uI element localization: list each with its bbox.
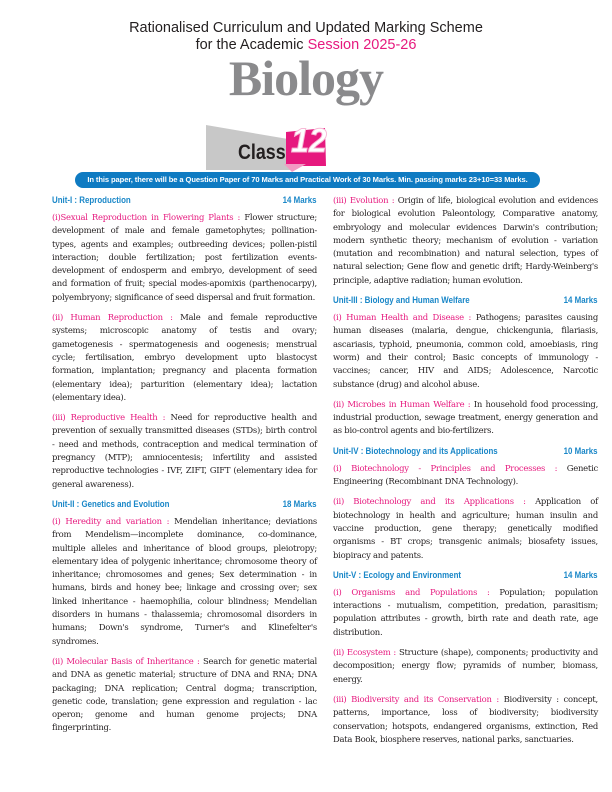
topic-body: Population; population interactions - mutualism, competition, predation, parasitism; population attributes - growth, birth rate and death rate, age distribution. <box>333 586 598 637</box>
topic-title: (i) Heredity and variation : <box>52 515 175 526</box>
topic-paragraph <box>52 411 317 491</box>
topic-title: (i) Human Health and Disease : <box>333 312 476 323</box>
unit-marks: 14 Marks <box>283 195 317 205</box>
session-prefix: for the Academic <box>195 37 308 53</box>
left-column <box>52 194 317 742</box>
topic-title: (i) Organisms and Populations : <box>333 586 500 597</box>
topic-title: (ii) Biotechnology and its Applications : <box>333 496 536 507</box>
class-label: Class <box>238 141 286 164</box>
unit-heading <box>333 445 598 458</box>
topic-title: (ii) Molecular Basis of Inheritance : <box>52 655 203 666</box>
unit-marks: 14 Marks <box>564 295 598 306</box>
unit-name: Unit-I : Reproduction <box>52 195 131 205</box>
topic-body: Male and female reproductive systems; microscopic anatomy of testis and ovary; gametogenesis - spermatogenesis and oogenesis; menstrual cycle; fertilisation, embryo development upto blastocyst formation, implantation; pregnancy and placenta formation (elementary idea); parturition (elementary idea); lactation (elementary idea). <box>52 312 317 402</box>
unit-heading <box>333 569 598 582</box>
topic-title: (iii) Biodiversity and its Conservation : <box>333 693 504 704</box>
topic-body: Search for genetic material and DNA as genetic material; structure of DNA and RNA; DNA packaging; DNA replication; Central dogma; transcription, genetic code, translation; gene expression and regulation - lac operon; genome and human genome projects; DNA fingerprinting. <box>52 655 317 733</box>
topic-body: Pathogens; parasites causing human diseases (malaria, dengue, chickengunia, filariasis, ascariasis, typhoid, pneumonia, common cold, amoebiasis, ring worm) and their control; Basic concepts of immunology - vaccines; cancer, HIV and AIDS; Adolescence, Narcotic substance (drug) and alcohol abuse. <box>333 312 599 389</box>
topic-paragraph <box>52 655 317 735</box>
topic-title: (ii) Human Reproduction : <box>52 312 181 323</box>
unit-heading <box>52 194 317 207</box>
topic-title: (ii) Microbes in Human Welfare : <box>333 398 474 409</box>
unit-marks: 18 Marks <box>283 498 317 509</box>
unit-heading <box>333 294 598 307</box>
subject-title: Biology <box>228 50 384 106</box>
topic-paragraph <box>333 398 598 438</box>
topic-paragraph <box>52 311 317 404</box>
marks-info-banner: In this paper, there will be a Question Paper of 70 Marks and Practical Work of 30 Marks. Min. passing marks 23+10=33 Marks. <box>75 172 540 188</box>
topic-body: Flower structure; development of male and female gametophytes; pollination-types, agents and examples; outbreeding devices; pollen-pistil interaction; double fertilization; post fertilization events-development of endosperm and embryo, development of seed and formation of fruit; special modes-apomixis (parthenocarpy), polyembryony; significance of seed dispersal and fruit formation. <box>52 212 318 302</box>
topic-paragraph <box>333 462 598 489</box>
unit-heading <box>52 498 317 511</box>
topic-body: Structure (shape), components; productivity and decomposition; energy flow; pyramids of number, biomass, energy. <box>333 647 598 684</box>
unit-marks: 14 Marks <box>564 569 598 580</box>
topic-body: In household food processing, industrial production, sewage treatment, energy generation and as bio-control agents and bio-fertilizers. <box>333 398 599 436</box>
class-number: 12 <box>290 122 327 160</box>
unit-name: Unit-V : Ecology and Environment <box>333 569 462 580</box>
unit-name: Unit-II : Genetics and Evolution <box>52 498 170 509</box>
topic-paragraph <box>52 211 317 304</box>
right-column <box>333 194 598 753</box>
unit-marks: 10 Marks <box>564 445 598 456</box>
topic-body: Mendelian inheritance; deviations from Mendelism—incomplete dominance, co-dominance, multiple alleles and inheritance of blood groups, pleiotropy; elementary idea of polygenic inheritance; chromosome theory of inheritance; chromosomes and genes; Sex determination - in humans, birds and honey bee; linkage and crossing over; sex linked inheritance - haemophilia, colour blindness; Mendelian disorders in humans - thalassemia; chromosomal disorders in humans; Down's syndrome, Turner's and Klinefelter's syndromes. <box>52 515 318 646</box>
topic-paragraph <box>333 194 598 287</box>
topic-paragraph <box>333 495 598 561</box>
class-badge <box>206 114 326 174</box>
topic-paragraph <box>333 646 598 686</box>
topic-body: Genetic Engineering (Recombinant DNA Technology). <box>333 462 598 487</box>
unit-name: Unit-III : Biology and Human Welfare <box>333 295 470 306</box>
topic-paragraph <box>333 693 598 746</box>
topic-body: Biodiversity : concept, patterns, importance, loss of biodiversity; biodiversity conservation; hotspots, endangered organisms, extinction, Red Data Book, biosphere reserves, national parks, sanctuaries. <box>333 693 598 744</box>
topic-title: (i) Biotechnology - Principles and Processes : <box>333 462 567 473</box>
topic-title: (ii) Ecosystem : <box>333 647 399 658</box>
topic-title: (i)Sexual Reproduction in Flowering Plants : <box>52 212 245 222</box>
topic-body: Application of biotechnology in health and agriculture; human insulin and vaccine production, gene therapy; genetically modified organisms - BT crops; transgenic animals; biosafety issues, biopiracy and patents. <box>333 496 598 560</box>
session-label: Session 2025-26 <box>307 37 417 53</box>
topic-body: Need for reproductive health and prevention of sexually transmitted diseases (STDs); birth control - need and methods, contraception and medical termination of pregnancy (MTP); amniocentesis; infertility and assisted reproductive technologies - IVF, ZIFT, GIFT (elementary idea for general awareness). <box>52 412 317 489</box>
topic-paragraph <box>333 311 598 391</box>
topic-title: (iii) Reproductive Health : <box>52 412 171 423</box>
topic-title: (iii) Evolution : <box>333 195 398 205</box>
topic-paragraph <box>333 586 598 639</box>
topic-body: Origin of life, biological evolution and evidences for biological evolution Paleontology, Comparative anatomy, embryology and molecular evidences Darwin's contribution; modern synthetic theory; mechanism of evolution - variation (mutation and recombination) and natural selection, types of natural selection; Gene flow and genetic drift; Hardy-Weinberg's principle, adaptive radiation; human evolution. <box>333 195 598 285</box>
topic-paragraph <box>52 515 317 648</box>
unit-name: Unit-IV : Biotechnology and its Applications <box>333 445 498 456</box>
curriculum-heading: Rationalised Curriculum and Updated Marking Scheme <box>129 20 483 36</box>
